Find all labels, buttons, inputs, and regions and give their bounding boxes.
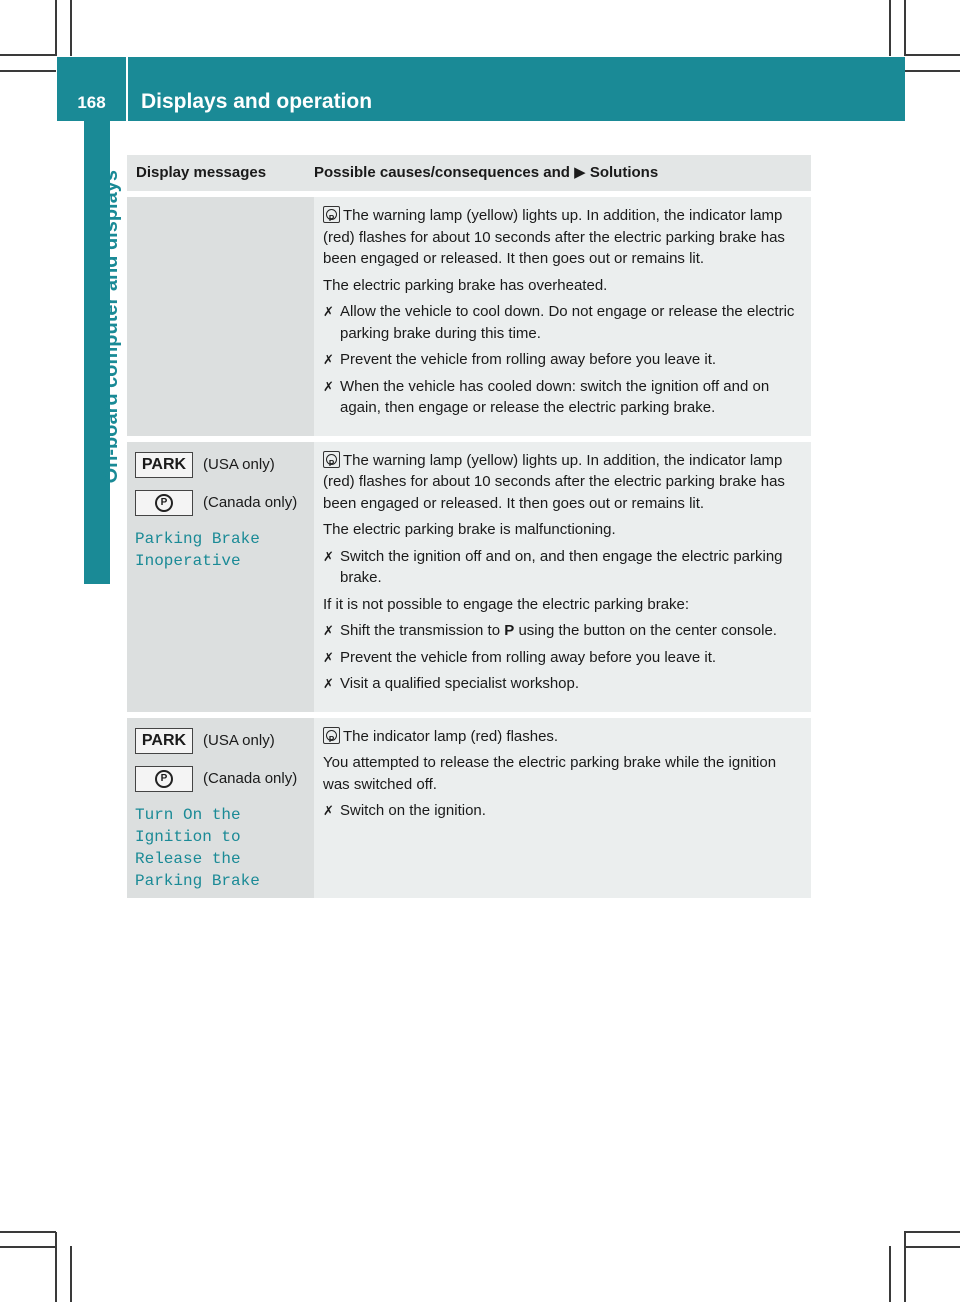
canada-indicator [135, 766, 308, 792]
step-text: Allow the vehicle to cool down. Do not engage or release the electric parking brake during this time. [340, 303, 795, 342]
description-text: The warning lamp (yellow) lights up. In addition, the indicator lamp (red) flashes for about 10 seconds after the electric parking brake has been engaged or released. It then goes out or remains lit. [323, 207, 785, 267]
cause-text: The electric parking brake has overheated. [323, 276, 608, 294]
description-text: The warning lamp (yellow) lights up. In addition, the indicator lamp (red) flashes for about 10 seconds after the electric parking brake has been engaged or released. It then goes out or remains lit. [323, 451, 785, 512]
canada-indicator [135, 490, 308, 516]
display-message-text: Parking Brake Inoperative [135, 529, 260, 570]
table-row [127, 191, 811, 436]
chapter-label: On-board computer and displays [100, 170, 122, 484]
description-paragraph [323, 450, 805, 515]
crop-mark [0, 1231, 56, 1233]
solution-cell [314, 442, 811, 712]
step-text: Prevent the vehicle from rolling away before you leave it. [340, 351, 717, 368]
crop-mark [889, 0, 891, 56]
solution-step [323, 620, 805, 642]
solution-step [323, 800, 805, 822]
description-paragraph [323, 205, 805, 270]
step-text [340, 620, 777, 642]
description-text: The indicator lamp (red) flashes. [343, 727, 559, 745]
display-message-text: Turn On the Ignition to Release the Parking Brake [135, 805, 260, 890]
parking-brake-lamp-icon: P [323, 727, 340, 744]
solution-step [323, 673, 805, 695]
cause-text: You attempted to release the electric parking brake while the ignition was switched off. [323, 754, 777, 793]
header-solutions-text: Solutions [589, 164, 659, 181]
solution-step [323, 349, 805, 371]
crop-mark [904, 70, 960, 72]
display-message-cell [127, 718, 314, 898]
step-arrow-icon: ✗ [323, 676, 334, 691]
table-row [127, 436, 811, 712]
parking-brake-icon: P [135, 490, 193, 516]
crop-mark [904, 1246, 960, 1248]
canada-only-label: (Canada only) [203, 770, 298, 787]
page-number: 168 [77, 93, 106, 112]
page-header [57, 57, 905, 121]
usa-only-label: (USA only) [203, 732, 275, 749]
step-arrow-icon: ✗ [323, 352, 334, 367]
solution-step [323, 301, 805, 344]
usa-indicator [135, 452, 308, 478]
crop-mark [55, 0, 57, 56]
parking-brake-lamp-icon: P [323, 206, 340, 223]
solution-cell [314, 718, 811, 898]
crop-mark [904, 1232, 906, 1302]
solution-step [323, 376, 805, 419]
canada-only-label: (Canada only) [203, 494, 298, 511]
description-paragraph [323, 726, 805, 748]
step-arrow-icon: ✗ [323, 548, 334, 564]
park-icon: PARK [135, 728, 193, 754]
display-message-cell [127, 197, 314, 436]
crop-mark [889, 1246, 891, 1302]
crop-mark [904, 54, 960, 56]
step-arrow-icon: ✗ [323, 803, 334, 818]
step-arrow-icon: ✗ [323, 304, 334, 319]
step-arrow-icon: ✗ [323, 623, 334, 638]
crop-mark [0, 70, 56, 72]
crop-mark [904, 1231, 960, 1233]
step-arrow-icon: ✗ [323, 649, 334, 665]
step-text: Visit a qualified specialist workshop. [340, 675, 580, 692]
column-header-solutions [314, 155, 811, 191]
parking-brake-icon: P [135, 766, 193, 792]
gear-position-p: P [504, 622, 515, 639]
crop-mark [70, 0, 72, 56]
step-arrow-icon: ✗ [323, 378, 334, 394]
park-icon: PARK [135, 452, 193, 478]
condition-text: If it is not possible to engage the electric parking brake: [323, 595, 690, 613]
step-text: Switch on the ignition. [340, 802, 486, 819]
step-text: Switch the ignition off and on, and then engage the electric parking brake. [340, 547, 783, 586]
solution-step [323, 546, 805, 589]
section-title: Displays and operation [141, 90, 373, 113]
messages-table [127, 155, 811, 898]
solution-step [323, 647, 805, 669]
table-header [127, 155, 811, 191]
arrow-icon: ▶ [574, 164, 586, 181]
crop-mark [55, 1232, 57, 1302]
crop-mark [904, 0, 906, 56]
usa-indicator [135, 728, 308, 754]
crop-mark [70, 1246, 72, 1302]
cause-text: The electric parking brake is malfunctioning. [323, 521, 616, 538]
step-text-post: using the button on the center console. [518, 622, 777, 639]
step-text: When the vehicle has cooled down: switch the ignition off and on again, then engage or release the electric parking brake. [340, 377, 770, 416]
column-header-display-messages: Display messages [136, 164, 267, 181]
header-divider [126, 57, 128, 121]
header-causes-text: Possible causes/consequences and [314, 164, 570, 181]
crop-mark [0, 54, 56, 56]
usa-only-label: (USA only) [203, 456, 275, 473]
parking-brake-lamp-icon: P [323, 451, 340, 468]
solution-cell [314, 197, 811, 436]
table-row [127, 712, 811, 898]
display-message-cell [127, 442, 314, 712]
step-text-pre: Shift the transmission to [340, 622, 501, 639]
step-text: Prevent the vehicle from rolling away before you leave it. [340, 648, 717, 666]
crop-mark [0, 1246, 56, 1248]
